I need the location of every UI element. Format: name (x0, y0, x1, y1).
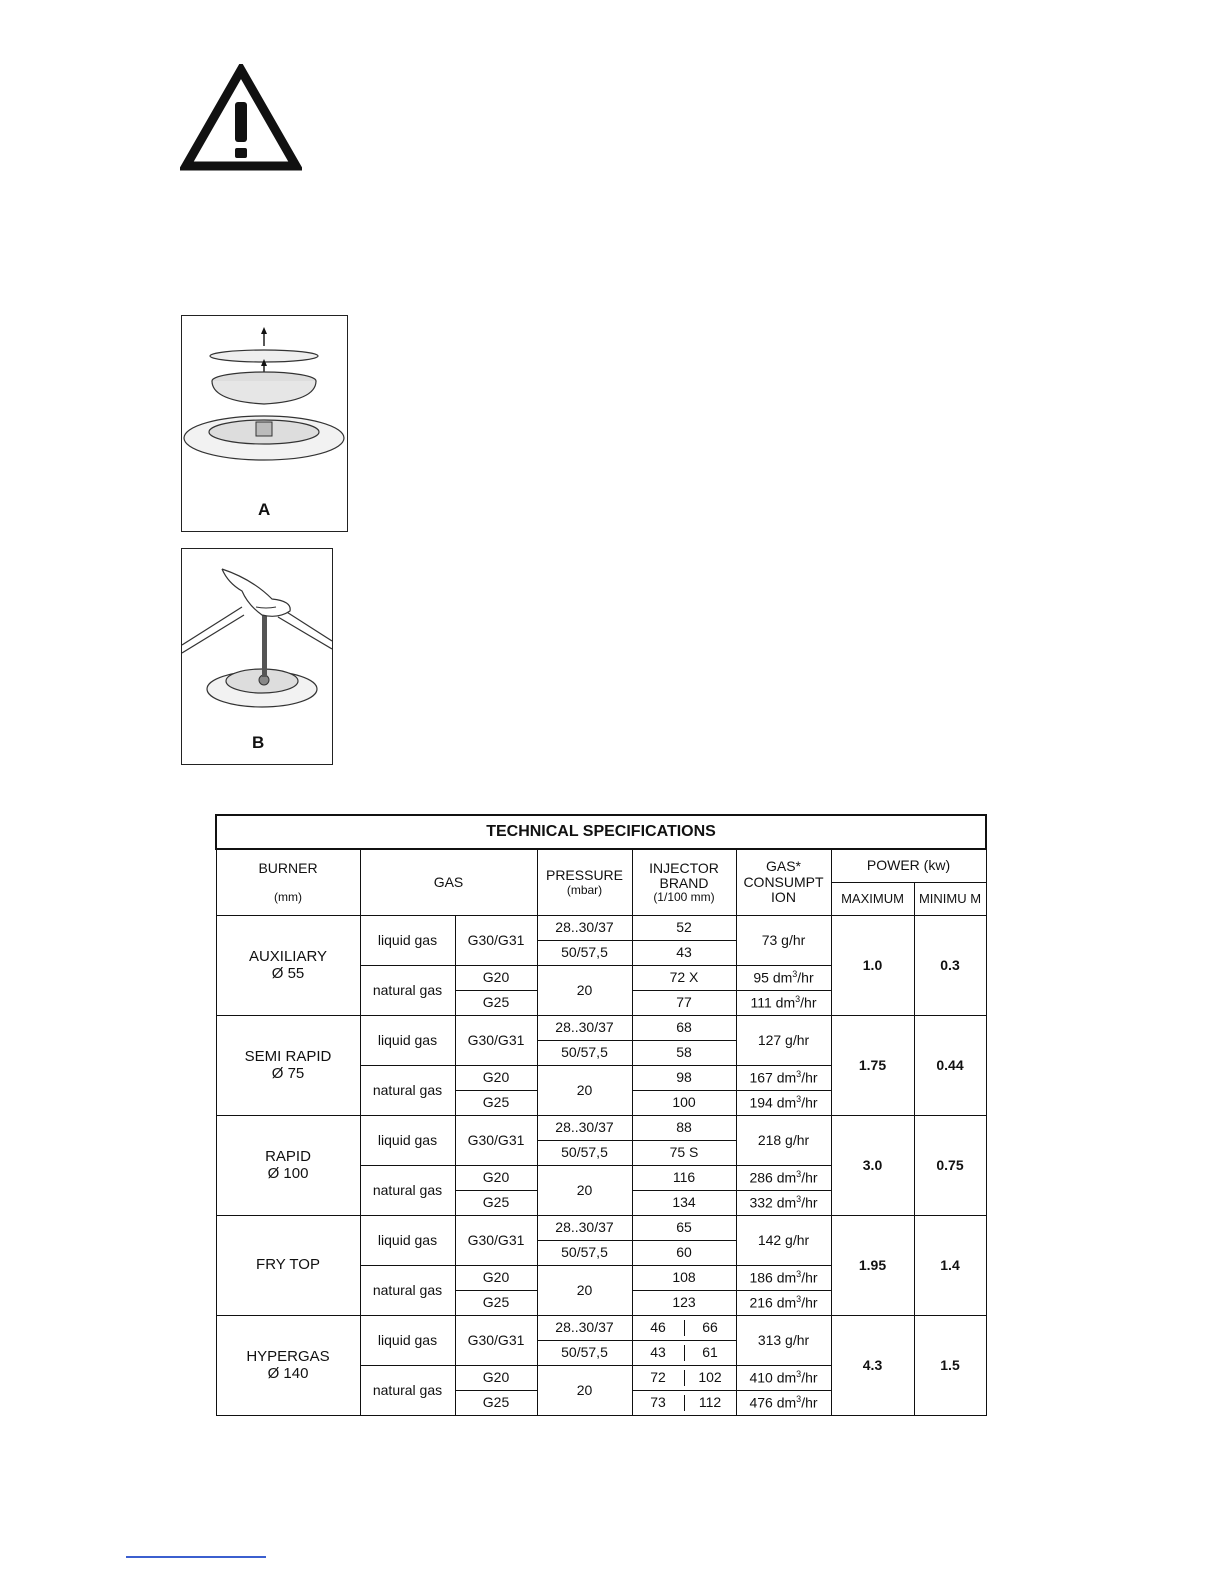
injector-value: 43 (632, 941, 736, 966)
header-burner-unit: (mm) (274, 890, 302, 905)
consumption-g20 (736, 1366, 831, 1391)
consumption-g25-value: 194 dm (749, 1094, 797, 1111)
footer-divider (126, 1556, 266, 1558)
injector-value: 72 X (632, 966, 736, 991)
injector-value-a: 46 (633, 1320, 685, 1335)
injector-value: 108 (632, 1266, 736, 1291)
unit-suffix: /hr (800, 994, 817, 1011)
gas-type-g20: G20 (455, 1066, 537, 1091)
power-minimum: 0.3 (914, 916, 986, 1016)
pressure-value: 20 (537, 1366, 632, 1416)
injector-value-a: 72 (633, 1370, 685, 1385)
burner-name: FRY TOP (256, 1256, 320, 1274)
superscript-3: 3 (796, 1193, 802, 1204)
consumption-g20 (736, 1266, 831, 1291)
natural-gas-label: natural gas (360, 1066, 455, 1116)
consumption-g20 (736, 966, 831, 991)
burner-name: AUXILIARY (248, 948, 328, 965)
liquid-gas-label: liquid gas (360, 1216, 455, 1266)
burner-size: Ø 100 (267, 1164, 309, 1182)
liquid-gas-label: liquid gas (360, 1316, 455, 1366)
consumption-liquid: 73 g/hr (736, 916, 831, 966)
consumption-g25-value: 111 dm (750, 994, 796, 1011)
liquid-gas-type: G30/G31 (455, 1216, 537, 1266)
consumption-g20-value: 410 dm (749, 1369, 797, 1386)
liquid-gas-label: liquid gas (360, 916, 455, 966)
unit-suffix: /hr (797, 969, 814, 986)
injector-value: 100 (632, 1091, 736, 1116)
injector-value: 68 (632, 1016, 736, 1041)
consumption-liquid: 313 g/hr (736, 1316, 831, 1366)
injector-value: 88 (632, 1116, 736, 1141)
burner-name: RAPID (265, 1148, 311, 1165)
gas-type-g20: G20 (455, 1166, 537, 1191)
table-title: TECHNICAL SPECIFICATIONS (216, 815, 986, 849)
liquid-gas-type: G30/G31 (455, 1316, 537, 1366)
injector-cell (632, 1316, 736, 1341)
header-injector-label: INJECTOR BRAND (649, 859, 719, 891)
gas-type-g25: G25 (455, 1291, 537, 1316)
unit-suffix: /hr (801, 1194, 818, 1211)
injector-value: 58 (632, 1041, 736, 1066)
header-maximum: MAXIMUM (831, 883, 914, 916)
consumption-g20-value: 167 dm (749, 1069, 797, 1086)
injector-value: 116 (632, 1166, 736, 1191)
consumption-g25 (736, 1191, 831, 1216)
burner-name-cell (216, 1016, 360, 1116)
injector-value: 52 (632, 916, 736, 941)
injector-value-b: 61 (702, 1344, 718, 1361)
figure-a (181, 315, 348, 532)
consumption-g20-value: 95 dm (753, 969, 793, 986)
pressure-value: 28..30/37 (537, 1116, 632, 1141)
liquid-gas-type: G30/G31 (455, 916, 537, 966)
injector-value-a: 73 (633, 1395, 685, 1410)
burner-exploded-illustration (182, 316, 347, 531)
figure-b-label: B (252, 733, 265, 752)
superscript-3: 3 (796, 1393, 802, 1404)
burner-name: SEMI RAPID (244, 1048, 332, 1065)
consumption-liquid: 218 g/hr (736, 1116, 831, 1166)
consumption-g20-value: 286 dm (749, 1169, 797, 1186)
injector-cell (632, 1391, 736, 1416)
power-maximum: 1.95 (831, 1216, 914, 1316)
consumption-g20 (736, 1066, 831, 1091)
consumption-g25-value: 476 dm (749, 1394, 797, 1411)
gas-type-g20: G20 (455, 966, 537, 991)
injector-cell (632, 1341, 736, 1366)
header-pressure-label: PRESSURE (545, 867, 624, 884)
burner-name-cell (216, 916, 360, 1016)
burner-size: Ø 140 (267, 1364, 309, 1382)
injector-value: 75 S (632, 1141, 736, 1166)
header-pressure (537, 849, 632, 916)
pressure-value: 20 (537, 966, 632, 1016)
gas-type-g20: G20 (455, 1266, 537, 1291)
gas-type-g20: G20 (455, 1366, 537, 1391)
superscript-3: 3 (796, 1168, 802, 1179)
consumption-g20-value: 186 dm (749, 1269, 797, 1286)
injector-value-b: 112 (698, 1394, 722, 1411)
power-minimum: 1.4 (914, 1216, 986, 1316)
consumption-g25 (736, 1391, 831, 1416)
pressure-value: 28..30/37 (537, 1316, 632, 1341)
power-maximum: 3.0 (831, 1116, 914, 1216)
injector-value-a: 43 (633, 1345, 685, 1360)
liquid-gas-type: G30/G31 (455, 1016, 537, 1066)
burner-name-cell (216, 1116, 360, 1216)
header-injector-unit: (1/100 mm) (653, 890, 715, 905)
consumption-g20 (736, 1166, 831, 1191)
consumption-g25 (736, 1291, 831, 1316)
gas-type-g25: G25 (455, 1091, 537, 1116)
pressure-value: 20 (537, 1066, 632, 1116)
superscript-3: 3 (796, 1093, 802, 1104)
figure-a-label: A (258, 500, 271, 519)
unit-suffix: /hr (801, 1069, 818, 1086)
pressure-value: 20 (537, 1166, 632, 1216)
pressure-value: 50/57,5 (537, 941, 632, 966)
header-power: POWER (kw) (831, 849, 986, 883)
injector-value-b: 102 (698, 1369, 722, 1386)
injector-replacement-illustration (182, 549, 332, 764)
liquid-gas-label: liquid gas (360, 1116, 455, 1166)
pressure-value: 50/57,5 (537, 1341, 632, 1366)
injector-value: 98 (632, 1066, 736, 1091)
consumption-liquid: 127 g/hr (736, 1016, 831, 1066)
superscript-3: 3 (796, 1068, 802, 1079)
burner-size: Ø 55 (271, 964, 305, 982)
injector-cell (632, 1366, 736, 1391)
natural-gas-label: natural gas (360, 1266, 455, 1316)
injector-value: 60 (632, 1241, 736, 1266)
header-minimum: MINIMU M (914, 883, 986, 916)
consumption-g25 (736, 991, 831, 1016)
header-pressure-unit: (mbar) (566, 882, 603, 897)
header-burner-label: BURNER (258, 859, 318, 876)
injector-value: 123 (632, 1291, 736, 1316)
unit-suffix: /hr (801, 1269, 818, 1286)
natural-gas-label: natural gas (360, 966, 455, 1016)
burner-name-cell (216, 1316, 360, 1416)
liquid-gas-type: G30/G31 (455, 1116, 537, 1166)
gas-type-g25: G25 (455, 1191, 537, 1216)
power-maximum: 1.75 (831, 1016, 914, 1116)
warning-triangle-icon (180, 64, 302, 172)
pressure-value: 50/57,5 (537, 1141, 632, 1166)
superscript-3: 3 (792, 968, 798, 979)
consumption-liquid: 142 g/hr (736, 1216, 831, 1266)
injector-value: 134 (632, 1191, 736, 1216)
injector-value: 77 (632, 991, 736, 1016)
consumption-g25 (736, 1091, 831, 1116)
header-consumption: GAS* CONSUMPT ION (736, 849, 831, 916)
pressure-value: 20 (537, 1266, 632, 1316)
power-maximum: 4.3 (831, 1316, 914, 1416)
power-minimum: 0.75 (914, 1116, 986, 1216)
header-burner (216, 849, 360, 916)
unit-suffix: /hr (801, 1094, 818, 1111)
liquid-gas-label: liquid gas (360, 1016, 455, 1066)
power-minimum: 1.5 (914, 1316, 986, 1416)
unit-suffix: /hr (801, 1294, 818, 1311)
natural-gas-label: natural gas (360, 1166, 455, 1216)
pressure-value: 50/57,5 (537, 1241, 632, 1266)
superscript-3: 3 (796, 1293, 802, 1304)
power-minimum: 0.44 (914, 1016, 986, 1116)
gas-type-g25: G25 (455, 1391, 537, 1416)
unit-suffix: /hr (801, 1369, 818, 1386)
gas-type-g25: G25 (455, 991, 537, 1016)
technical-specifications-table (215, 814, 987, 1416)
consumption-g25-value: 216 dm (749, 1294, 797, 1311)
unit-suffix: /hr (801, 1394, 818, 1411)
pressure-value: 28..30/37 (537, 1016, 632, 1041)
power-maximum: 1.0 (831, 916, 914, 1016)
pressure-value: 28..30/37 (537, 1216, 632, 1241)
pressure-value: 50/57,5 (537, 1041, 632, 1066)
burner-name: HYPERGAS (246, 1348, 330, 1365)
burner-name-cell (216, 1216, 360, 1316)
header-gas: GAS (360, 849, 537, 916)
unit-suffix: /hr (801, 1169, 818, 1186)
injector-value-b: 66 (702, 1319, 718, 1336)
superscript-3: 3 (796, 1368, 802, 1379)
burner-size: Ø 75 (271, 1064, 305, 1082)
superscript-3: 3 (796, 1268, 802, 1279)
injector-value: 65 (632, 1216, 736, 1241)
consumption-g25-value: 332 dm (749, 1194, 797, 1211)
superscript-3: 3 (795, 993, 801, 1004)
pressure-value: 28..30/37 (537, 916, 632, 941)
natural-gas-label: natural gas (360, 1366, 455, 1416)
header-injector (632, 849, 736, 916)
figure-b (181, 548, 333, 765)
